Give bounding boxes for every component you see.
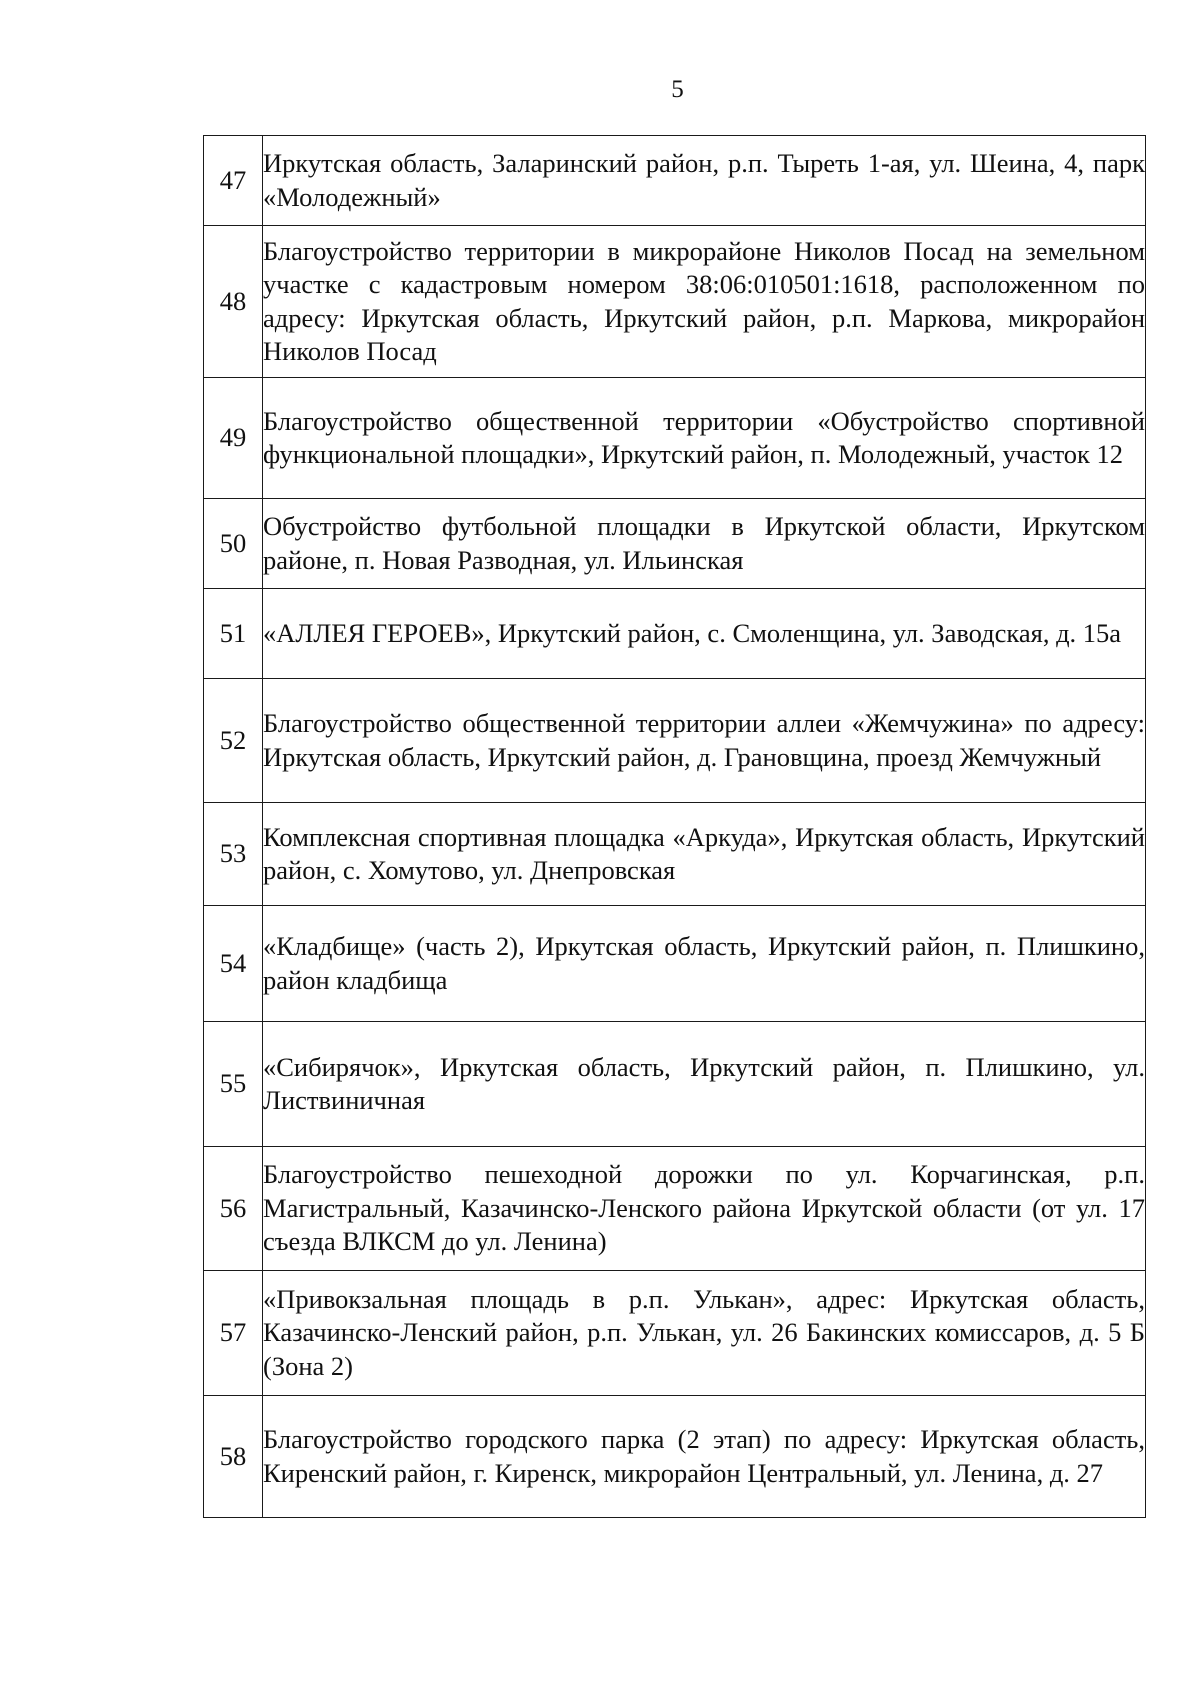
row-number: 53 <box>204 803 263 906</box>
row-description: Благоустройство территории в микрорайоне Николов Посад на земельном участке с кадастровым номером 38:06:010501:1618, расположенном по адресу: Иркутская область, Иркутский район, р.п. Маркова, микрорайон Николов Посад <box>263 226 1146 378</box>
row-number: 47 <box>204 136 263 226</box>
table-row <box>204 1271 1146 1396</box>
row-number: 50 <box>204 499 263 589</box>
row-number: 51 <box>204 589 263 679</box>
table-row <box>204 1022 1146 1147</box>
row-number: 57 <box>204 1271 263 1396</box>
row-description: Благоустройство общественной территории «Обустройство спортивной функциональной площадки», Иркутский район, п. Молодежный, участок 12 <box>263 378 1146 499</box>
row-description: «АЛЛЕЯ ГЕРОЕВ», Иркутский район, с. Смоленщина, ул. Заводская, д. 15а <box>263 589 1146 679</box>
page-number: 5 <box>671 76 684 103</box>
row-description: Обустройство футбольной площадки в Иркутской области, Иркутском районе, п. Новая Разводная, ул. Ильинская <box>263 499 1146 589</box>
table-row <box>204 226 1146 378</box>
row-description: Благоустройство пешеходной дорожки по ул. Корчагинская, р.п. Магистральный, Казачинско-Ленского района Иркутской области (от ул. 17 съезда ВЛКСМ до ул. Ленина) <box>263 1147 1146 1271</box>
row-number: 58 <box>204 1396 263 1518</box>
table-row <box>204 589 1146 679</box>
table-row <box>204 906 1146 1022</box>
row-number: 48 <box>204 226 263 378</box>
row-description: «Сибирячок», Иркутская область, Иркутский район, п. Плишкино, ул. Листвиничная <box>263 1022 1146 1147</box>
row-description: Комплексная спортивная площадка «Аркуда», Иркутская область, Иркутский район, с. Хомутово, ул. Днепровская <box>263 803 1146 906</box>
row-number: 49 <box>204 378 263 499</box>
row-description: «Привокзальная площадь в р.п. Улькан», адрес: Иркутская область, Казачинско-Ленский район, р.п. Улькан, ул. 26 Бакинских комиссаров, д. 5 Б (Зона 2) <box>263 1271 1146 1396</box>
row-description: «Кладбище» (часть 2), Иркутская область, Иркутский район, п. Плишкино, район кладбища <box>263 906 1146 1022</box>
table-row <box>204 1396 1146 1518</box>
row-number: 56 <box>204 1147 263 1271</box>
table-row <box>204 679 1146 803</box>
table-row <box>204 1147 1146 1271</box>
row-description: Благоустройство городского парка (2 этап) по адресу: Иркутская область, Киренский район, г. Киренск, микрорайон Центральный, ул. Ленина, д. 27 <box>263 1396 1146 1518</box>
row-number: 52 <box>204 679 263 803</box>
table-row <box>204 499 1146 589</box>
table-row <box>204 803 1146 906</box>
row-number: 55 <box>204 1022 263 1147</box>
objects-table <box>203 135 1146 1518</box>
table-row <box>204 136 1146 226</box>
table-row <box>204 378 1146 499</box>
row-description: Иркутская область, Заларинский район, р.п. Тыреть 1-ая, ул. Шеина, 4, парк «Молодежный» <box>263 136 1146 226</box>
row-description: Благоустройство общественной территории аллеи «Жемчужина» по адресу: Иркутская область, Иркутский район, д. Грановщина, проезд Жемчужный <box>263 679 1146 803</box>
row-number: 54 <box>204 906 263 1022</box>
